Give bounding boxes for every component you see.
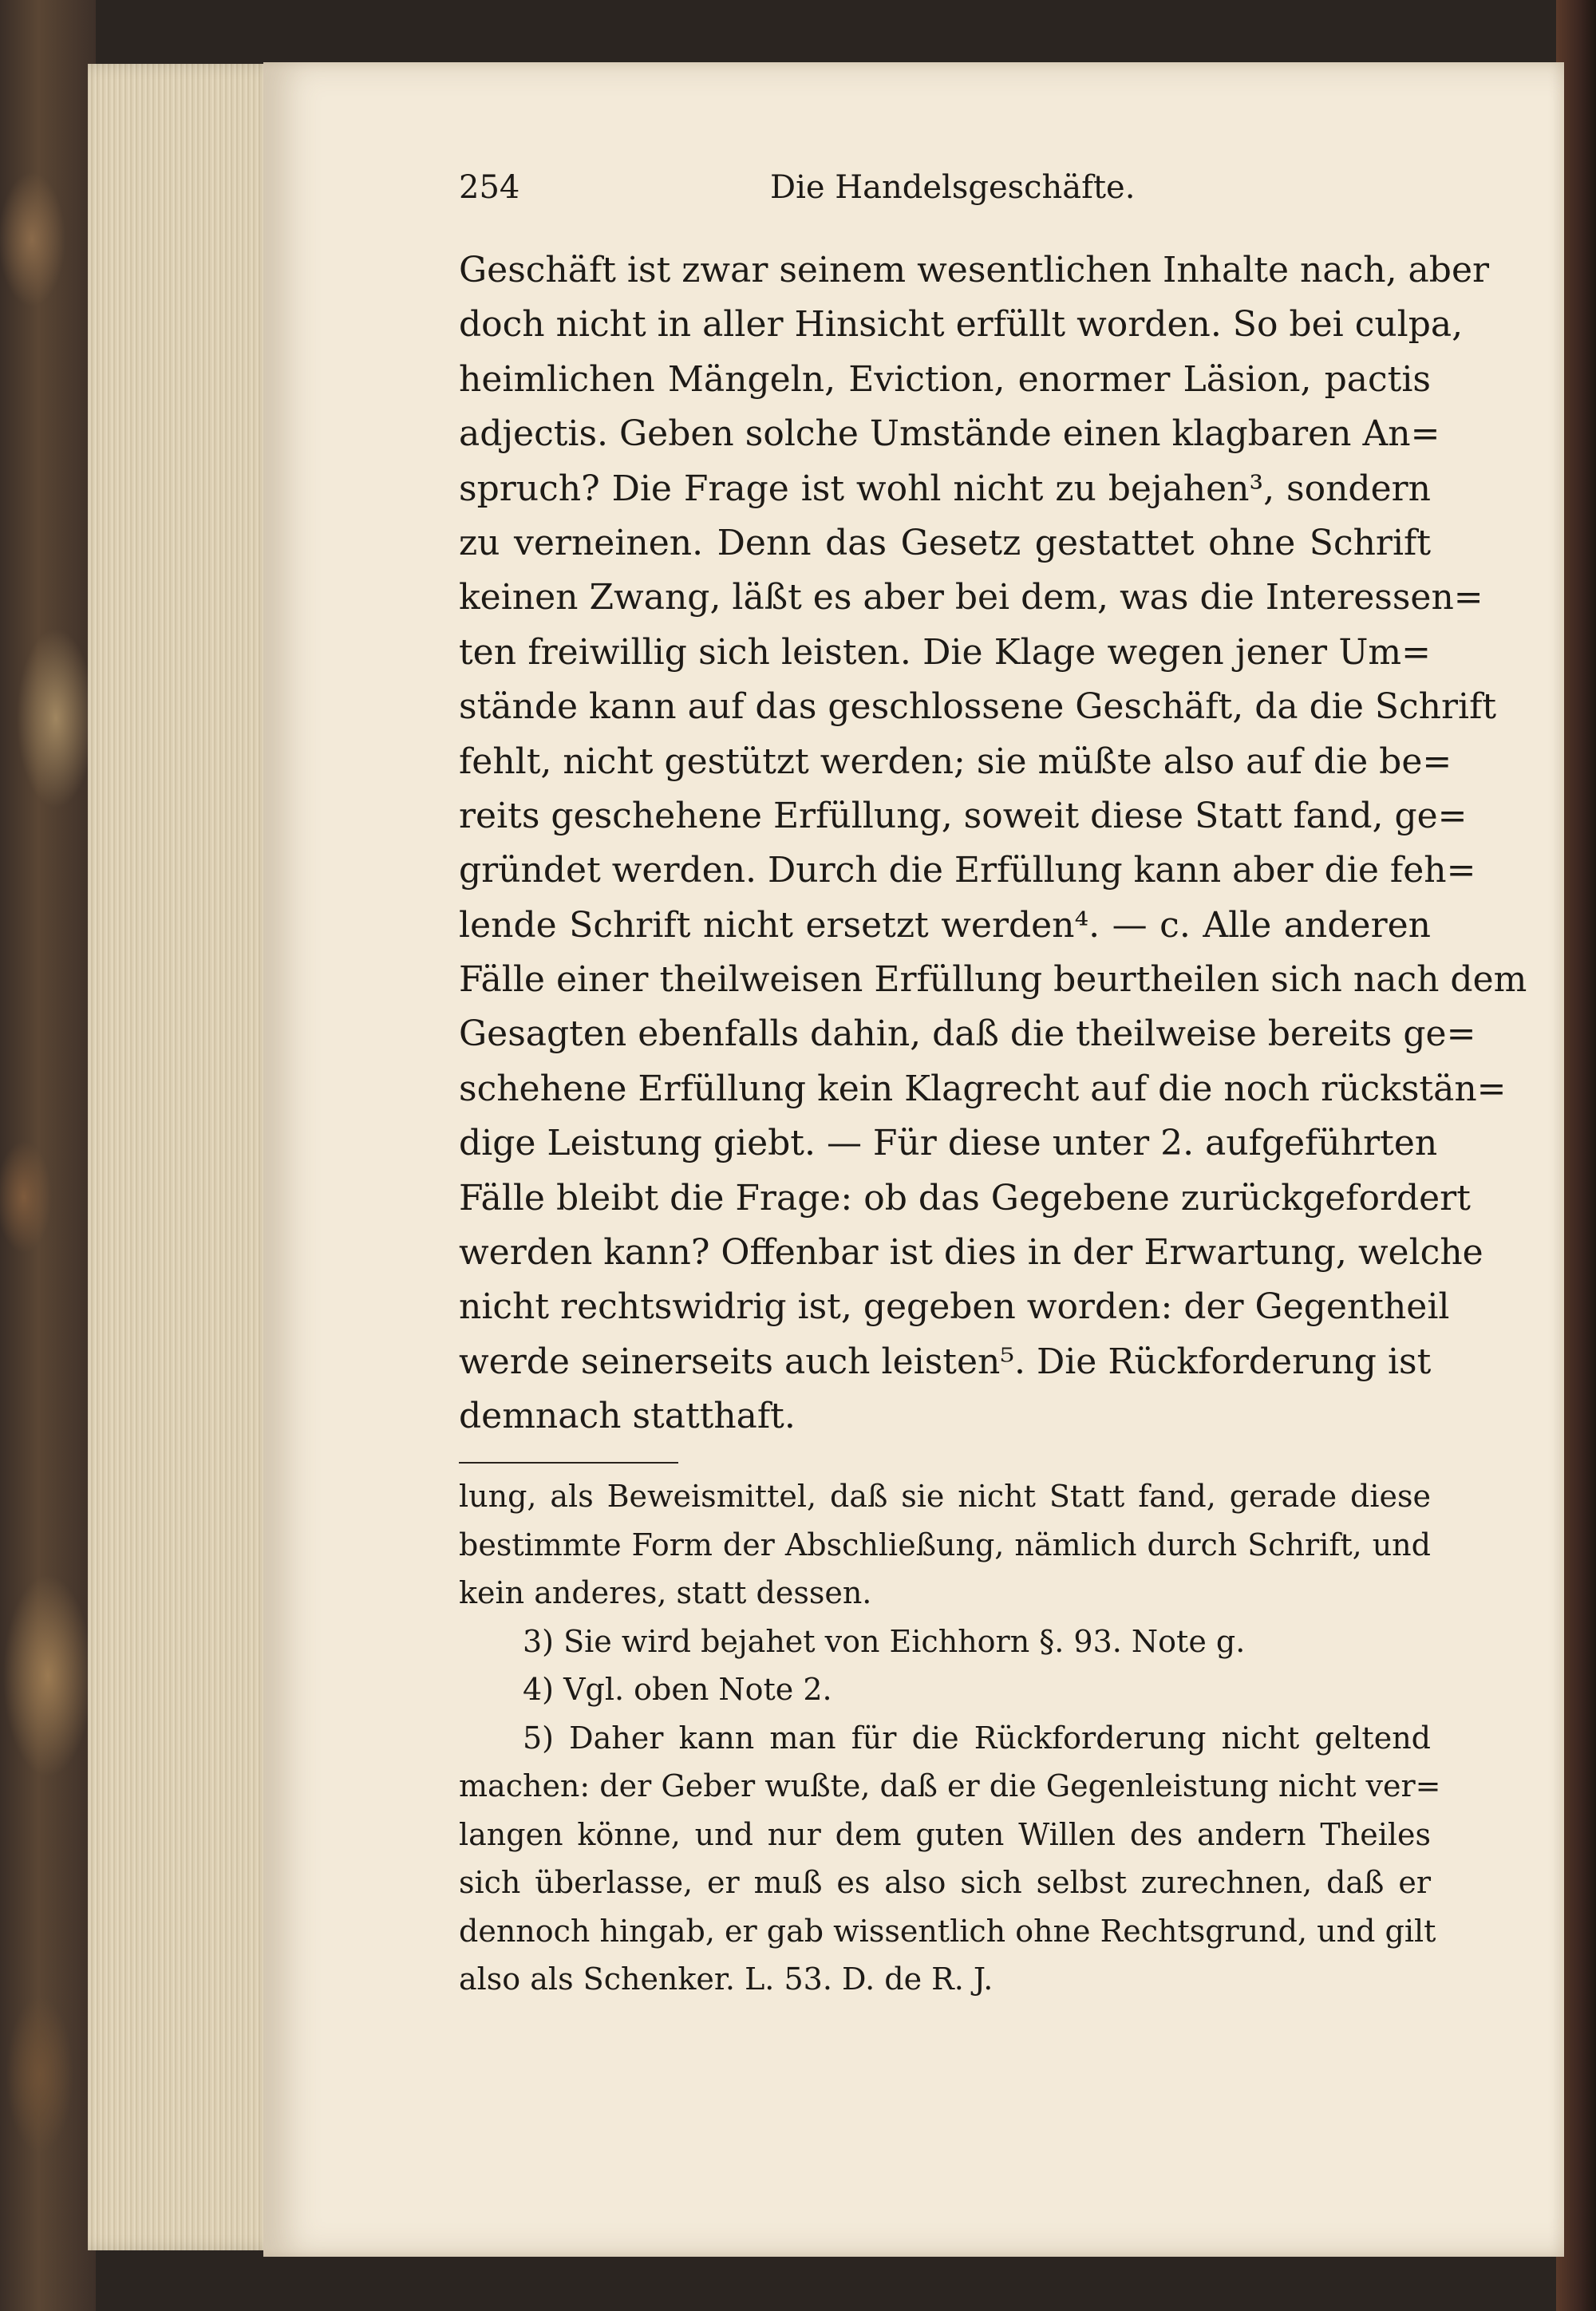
footnote-line: bestimmte Form der Abschließung, nämlich durch Schrift, und [459,1527,1431,1562]
text-line: stände kann auf das geschlossene Geschäft, da die Schrift [459,686,1497,728]
page-edges [88,64,279,2250]
footnote-line: langen könne, und nur dem guten Willen des andern Theiles [459,1816,1431,1852]
page-header [459,169,1464,217]
main-text [459,243,1527,1444]
footnote-line: dennoch hingab, er gab wissentlich ohne Rechtsgrund, und gilt [459,1913,1436,1949]
footnotes [459,1472,1441,2004]
text-line: fehlt, nicht gestützt werden; sie müßte also auf die be= [459,741,1452,782]
footnote-line: kein anderes, statt dessen. [459,1575,872,1610]
text-line: spruch? Die Frage ist wohl nicht zu bejahen³, sondern [459,468,1431,509]
text-line: Gesagten ebenfalls dahin, daß die theilweise bereits ge= [459,1013,1476,1055]
footnote-line: also als Schenker. L. 53. D. de R. J. [459,1961,994,1997]
marbled-cover [0,0,96,2311]
footnote-line: lung, als Beweismittel, daß sie nicht Statt fand, gerade diese [459,1479,1431,1514]
text-line: zu verneinen. Denn das Gesetz gestattet ohne Schrift [459,522,1431,563]
text-line: werden kann? Offenbar ist dies in der Erwartung, welche [459,1232,1483,1274]
page-number: 254 [459,169,520,206]
text-line: Geschäft ist zwar seinem wesentlichen Inhalte nach, aber [459,250,1490,290]
text-line: keinen Zwang, läßt es aber bei dem, was die Interessen= [459,577,1483,618]
text-line: gründet werden. Durch die Erfüllung kann aber die feh= [459,850,1476,891]
text-line: adjectis. Geben solche Umstände einen klagbaren An= [459,413,1440,455]
text-line: schehene Erfüllung kein Klagrecht auf die noch rückstän= [459,1068,1507,1109]
running-head: Die Handelsgeschäfte. [770,169,1136,206]
footnote-line: 4) Vgl. oben Note 2. [523,1672,832,1707]
footnote-line: machen: der Geber wußte, daß er die Gegenleistung nicht ver= [459,1768,1441,1803]
text-line: ten freiwillig sich leisten. Die Klage wegen jener Um= [459,631,1431,673]
text-line: lende Schrift nicht ersetzt werden⁴. — c. Alle anderen [459,904,1431,946]
text-line: demnach statthaft. [459,1396,796,1437]
text-line: werde seinerseits auch leisten⁵. Die Rückforderung ist [459,1341,1432,1382]
text-line: Fälle bleibt die Frage: ob das Gegebene zurückgefordert [459,1177,1471,1219]
footnote-line: 5) Daher kann man für die Rückforderung nicht geltend [523,1720,1431,1756]
text-line: Fälle einer theilweisen Erfüllung beurtheilen sich nach dem [459,959,1527,1001]
text-line: dige Leistung giebt. — Für diese unter 2. aufgeführten [459,1123,1438,1164]
text-line: doch nicht in aller Hinsicht erfüllt worden. So bei culpa, [459,304,1464,346]
footnote-line: 3) Sie wird bejahet von Eichhorn §. 93. Note g. [523,1623,1246,1659]
footnote-rule [459,1462,678,1464]
text-line: heimlichen Mängeln, Eviction, enormer Läsion, pactis [459,358,1431,400]
text-line: nicht rechtswidrig ist, gegeben worden: der Gegentheil [459,1286,1450,1328]
text-line: reits geschehene Erfüllung, soweit diese Statt fand, ge= [459,795,1468,836]
footnote-line: sich überlasse, er muß es also sich selbst zurechnen, daß er [459,1865,1431,1900]
